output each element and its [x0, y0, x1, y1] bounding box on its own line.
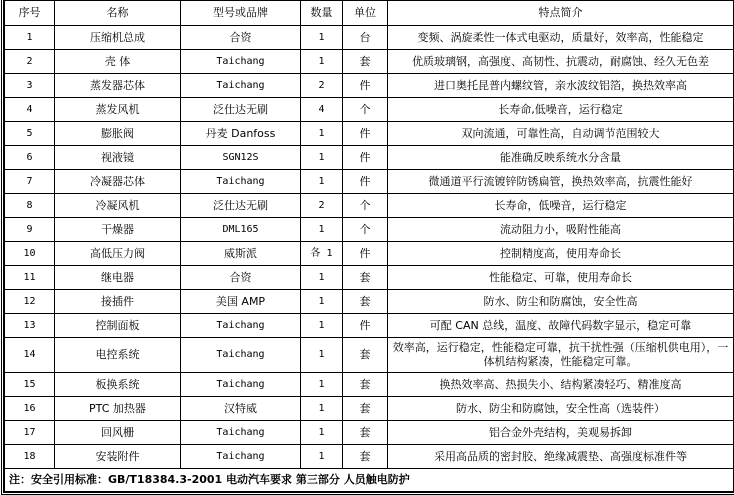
cell-no: 15 [5, 373, 55, 397]
table-row [5, 242, 734, 266]
table-row [5, 421, 734, 445]
cell-unit: 个 [343, 98, 388, 122]
header-no: 序号 [5, 1, 55, 26]
table-row [5, 373, 734, 397]
cell-name: 安装附件 [55, 445, 181, 469]
cell-qty: 2 [301, 194, 343, 218]
cell-name: 回风栅 [55, 421, 181, 445]
cell-feature: 换热效率高、热损失小、结构紧凑轻巧、精准度高 [388, 373, 734, 397]
table-row [5, 122, 734, 146]
cell-feature: 优质玻璃钢，高强度、高韧性、抗震动，耐腐蚀、经久无色差 [388, 50, 734, 74]
cell-name: 干燥器 [55, 218, 181, 242]
cell-name: 冷凝器芯体 [55, 170, 181, 194]
table-row [5, 146, 734, 170]
cell-qty: 1 [301, 146, 343, 170]
cell-name: 高低压力阀 [55, 242, 181, 266]
cell-unit: 台 [343, 26, 388, 50]
cell-name: 压缩机总成 [55, 26, 181, 50]
cell-qty: 1 [301, 421, 343, 445]
table-row [5, 338, 734, 373]
cell-unit: 个 [343, 194, 388, 218]
header-model: 型号或品牌 [181, 1, 301, 26]
cell-model: 泛仕达无刷 [181, 98, 301, 122]
cell-no: 1 [5, 26, 55, 50]
cell-qty: 1 [301, 170, 343, 194]
cell-feature: 采用高品质的密封胶、绝缘减震垫、高强度标准件等 [388, 445, 734, 469]
cell-name: 膨胀阀 [55, 122, 181, 146]
cell-name: 视液镜 [55, 146, 181, 170]
cell-unit: 件 [343, 242, 388, 266]
cell-feature: 长寿命，低噪音，运行稳定 [388, 194, 734, 218]
cell-feature: 进口奥托昆普内螺纹管，亲水波纹铝箔，换热效率高 [388, 74, 734, 98]
cell-model: Taichang [181, 314, 301, 338]
cell-no: 16 [5, 397, 55, 421]
cell-model: Taichang [181, 170, 301, 194]
table-row [5, 445, 734, 469]
cell-model: Taichang [181, 421, 301, 445]
cell-no: 11 [5, 266, 55, 290]
cell-no: 12 [5, 290, 55, 314]
cell-no: 17 [5, 421, 55, 445]
cell-qty: 1 [301, 338, 343, 373]
cell-feature: 性能稳定、可靠，使用寿命长 [388, 266, 734, 290]
cell-unit: 套 [343, 397, 388, 421]
cell-unit: 件 [343, 170, 388, 194]
cell-no: 7 [5, 170, 55, 194]
cell-model: DML165 [181, 218, 301, 242]
cell-name: 蒸发风机 [55, 98, 181, 122]
cell-qty: 1 [301, 290, 343, 314]
parts-table-container [1, 0, 734, 495]
cell-feature: 防水、防尘和防腐蚀，安全性高 [388, 290, 734, 314]
cell-qty: 1 [301, 266, 343, 290]
cell-qty: 1 [301, 26, 343, 50]
cell-qty: 2 [301, 74, 343, 98]
header-qty: 数量 [301, 1, 343, 26]
cell-unit: 套 [343, 445, 388, 469]
cell-unit: 套 [343, 338, 388, 373]
cell-model: SGN12S [181, 146, 301, 170]
cell-unit: 件 [343, 314, 388, 338]
cell-qty: 1 [301, 397, 343, 421]
cell-no: 6 [5, 146, 55, 170]
header-unit: 单位 [343, 1, 388, 26]
table-row [5, 266, 734, 290]
cell-qty: 1 [301, 445, 343, 469]
cell-name: PTC 加热器 [55, 397, 181, 421]
cell-feature: 变频、涡旋柔性一体式电驱动，质量好，效率高，性能稳定 [388, 26, 734, 50]
cell-no: 3 [5, 74, 55, 98]
cell-feature: 长寿命,低噪音，运行稳定 [388, 98, 734, 122]
cell-unit: 套 [343, 290, 388, 314]
table-row [5, 314, 734, 338]
cell-model: 美国 AMP [181, 290, 301, 314]
table-row [5, 397, 734, 421]
cell-qty: 1 [301, 50, 343, 74]
cell-model: 泛仕达无刷 [181, 194, 301, 218]
table-row [5, 50, 734, 74]
cell-model: 威斯派 [181, 242, 301, 266]
cell-model: Taichang [181, 338, 301, 373]
cell-name: 壳 体 [55, 50, 181, 74]
cell-name: 冷凝风机 [55, 194, 181, 218]
cell-no: 4 [5, 98, 55, 122]
table-row [5, 290, 734, 314]
cell-model: Taichang [181, 373, 301, 397]
cell-qty: 1 [301, 218, 343, 242]
safety-note: 注：安全引用标准：GB/T18384.3-2001 电动汽车要求 第三部分 人员触电防护 [5, 469, 734, 492]
table-row [5, 170, 734, 194]
cell-qty: 各 1 [301, 242, 343, 266]
cell-name: 接插件 [55, 290, 181, 314]
cell-feature: 效率高，运行稳定，性能稳定可靠，抗干扰性强（压缩机供电用），一体机结构紧凑，性能稳定可靠。 [388, 338, 734, 373]
cell-name: 电控系统 [55, 338, 181, 373]
cell-unit: 件 [343, 74, 388, 98]
cell-unit: 套 [343, 373, 388, 397]
cell-feature: 双向流通，可靠性高，自动调节范围较大 [388, 122, 734, 146]
cell-unit: 套 [343, 266, 388, 290]
table-row [5, 194, 734, 218]
cell-no: 10 [5, 242, 55, 266]
cell-model: Taichang [181, 445, 301, 469]
cell-model: 丹麦 Danfoss [181, 122, 301, 146]
header-name: 名称 [55, 1, 181, 26]
cell-feature: 防水、防尘和防腐蚀，安全性高（选装件） [388, 397, 734, 421]
cell-no: 2 [5, 50, 55, 74]
table-row [5, 26, 734, 50]
cell-feature: 能准确反映系统水分含量 [388, 146, 734, 170]
cell-unit: 套 [343, 50, 388, 74]
cell-no: 13 [5, 314, 55, 338]
cell-name: 控制面板 [55, 314, 181, 338]
cell-qty: 1 [301, 122, 343, 146]
cell-feature: 可配 CAN 总线，温度、故障代码数字显示，稳定可靠 [388, 314, 734, 338]
cell-feature: 铝合金外壳结构，美观易拆卸 [388, 421, 734, 445]
cell-no: 9 [5, 218, 55, 242]
cell-feature: 控制精度高，使用寿命长 [388, 242, 734, 266]
table-row [5, 218, 734, 242]
note-row [5, 469, 734, 492]
cell-model: 汉特威 [181, 397, 301, 421]
cell-qty: 1 [301, 373, 343, 397]
cell-no: 8 [5, 194, 55, 218]
cell-unit: 个 [343, 218, 388, 242]
cell-no: 5 [5, 122, 55, 146]
cell-feature: 流动阻力小，吸附性能高 [388, 218, 734, 242]
cell-qty: 4 [301, 98, 343, 122]
cell-model: 合资 [181, 26, 301, 50]
cell-qty: 1 [301, 314, 343, 338]
cell-unit: 套 [343, 421, 388, 445]
cell-unit: 件 [343, 122, 388, 146]
table-row [5, 74, 734, 98]
cell-name: 蒸发器芯体 [55, 74, 181, 98]
cell-name: 板换系统 [55, 373, 181, 397]
cell-model: Taichang [181, 74, 301, 98]
cell-name: 继电器 [55, 266, 181, 290]
cell-unit: 件 [343, 146, 388, 170]
cell-no: 14 [5, 338, 55, 373]
cell-model: 合资 [181, 266, 301, 290]
header-feature: 特点简介 [388, 1, 734, 26]
table-row [5, 98, 734, 122]
cell-no: 18 [5, 445, 55, 469]
parts-table [4, 0, 734, 492]
cell-feature: 微通道平行流镀锌防锈扁管，换热效率高，抗震性能好 [388, 170, 734, 194]
table-header-row [5, 1, 734, 26]
cell-model: Taichang [181, 50, 301, 74]
